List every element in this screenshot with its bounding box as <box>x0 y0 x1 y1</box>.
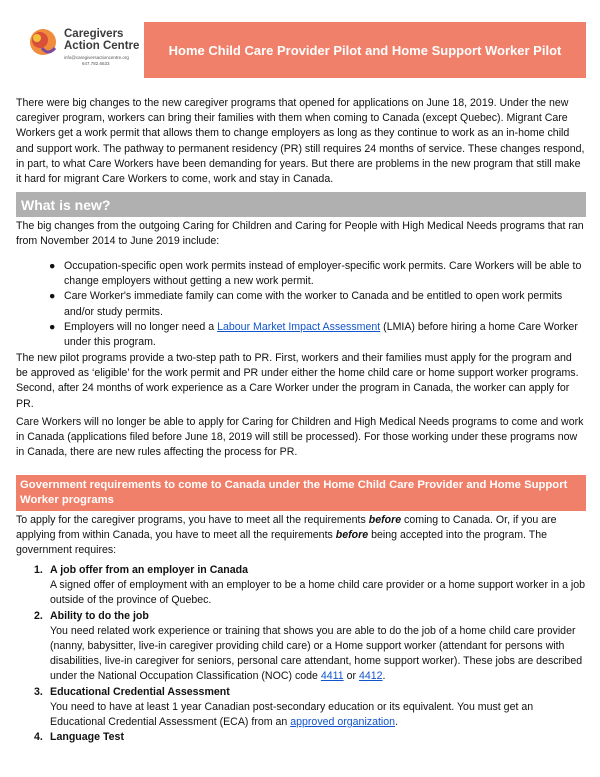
requirements-list <box>16 563 586 745</box>
page-title: Home Child Care Provider Pilot and Home Support Worker Pilot <box>144 22 586 78</box>
intro-paragraph: There were big changes to the new caregiver programs that opened for applications on June 18, 2019. Under the new caregiver program, workers can bring their families with them when coming to Canada (except Quebec). Migrant Care Workers get a work permit that allows them to change employers as long as they continue to work as an in-home child and support work. The pathway to permanent residency (PR) still requires 24 months of service. These changes respond, in part, to what Care Workers have been demanding for years. But there are problems in the new program that still make it hard for migrant Care Workers to come, work and stay in Canada. <box>16 97 585 186</box>
bullet-icon: ● <box>49 260 56 272</box>
pilot-paragraph: The new pilot programs provide a two-step path to PR. First, workers and their families must apply for the program and be approved as ‘eligible’ for the work permit and PR under either the home child care or home support worker programs. Second, after 24 months of work experience as a Care Worker under the program in Canada, the worker can apply for PR. <box>16 352 579 410</box>
lmia-link[interactable]: Labour Market Impact Assessment <box>217 320 381 333</box>
requirement-title: Language Test <box>50 731 124 744</box>
logo-name: Caregivers Action Centre <box>64 28 140 52</box>
requirement-title: Educational Credential Assessment <box>50 685 230 698</box>
changes-list <box>16 259 586 350</box>
requirement-title: Ability to do the job <box>50 609 149 622</box>
logo-phone: 647.782.6633 <box>82 61 110 66</box>
closure-paragraph: Care Workers will no longer be able to apply for Caring for Children and High Medical Needs programs to come and work in Canada (applications filed before June 18, 2019 will still be processed). For those working under these programs now in Canada, there are new rules affecting the process for PR. <box>16 416 584 459</box>
list-item: 4. Language Test <box>16 730 586 745</box>
requirements-lead: To apply for the caregiver programs, you have to meet all the requirements before coming to Canada. Or, if you are applying from within Canada, you have to meet all the requirements before being accepted into the program. The government requires: <box>16 514 557 557</box>
logo-mark-icon <box>28 26 58 62</box>
list-item: ● Employers will no longer need a Labour Market Impact Assessment (LMIA) before hiring a home Care Worker under this program. <box>49 320 578 349</box>
bullet-icon: ● <box>49 290 56 303</box>
approved-organization-link[interactable]: approved organization <box>290 716 396 729</box>
noc-4412-link[interactable]: 4412 <box>358 670 383 683</box>
logo-email: info@caregiversactioncentre.org <box>64 55 129 60</box>
bullet-icon: ● <box>49 320 56 333</box>
section-heading-government-requirements: Government requirements to come to Canada under the Home Child Care Provider and Home Support Worker programs <box>16 475 586 511</box>
list-item: 2. Ability to do the job You need related work experience or training that shows you are able to do the job of a home child care provider (nanny, babysitter, live-in caregiver providing child care) or a Home support worker (attendant for persons with disabilities, live-in caregiver for seniors, personal care attendant, home support worker). These jobs are described under the National Occupation Classification (NOC) code 4411 or 4412. <box>16 609 586 685</box>
section-heading-whats-new: What is new? <box>16 192 586 217</box>
logo <box>24 20 144 80</box>
list-item: ● Care Worker's immediate family can come with the worker to Canada and be entitled to open work permits and/or study permits. <box>49 290 563 318</box>
whats-new-lead: The big changes from the outgoing Caring for Children and Caring for People with High Medical Needs programs that ran from November 2014 to June 2019 include: <box>16 220 584 248</box>
list-item: 3. Educational Credential Assessment You need to have at least 1 year Canadian post-secondary education or its equivalent. You must get an Educational Credential Assessment (ECA) from an approved organization. <box>16 685 586 731</box>
noc-4411-link[interactable]: 4411 <box>320 670 344 683</box>
list-item: ● Occupation-specific open work permits instead of employer-specific work permits. Care Workers will be able to change employers without getting a new work permit. <box>49 260 582 288</box>
requirement-title: A job offer from an employer in Canada <box>50 564 248 576</box>
list-item: 1. A job offer from an employer in Canada A signed offer of employment with an employer to be a home child care provider or a home support worker in a job outside of the province of Quebec. <box>34 564 586 607</box>
